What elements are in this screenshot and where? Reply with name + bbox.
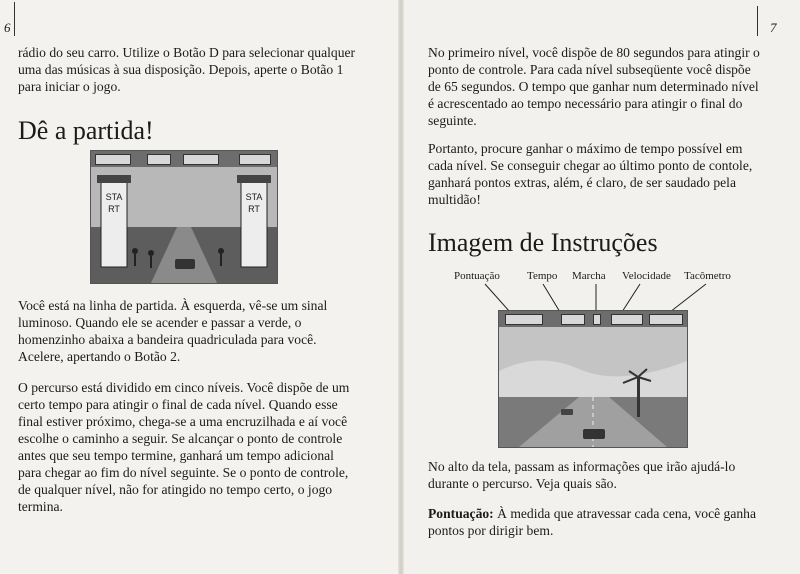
- pontuacao-paragraph: [428, 505, 764, 539]
- callout-marcha: Marcha: [572, 270, 606, 282]
- callout-pontuacao: Pontuação: [454, 270, 500, 282]
- instructions-heading: Imagem de Instruções: [428, 228, 658, 257]
- road-scene-illustration: [499, 311, 687, 447]
- start-sign-right: START: [245, 192, 263, 214]
- time-paragraph: No primeiro nível, você dispõe de 80 segundos para atingir o ponto de controle. Para cada nível subseqüente você dispõe de 65 segundos. O tempo que ganhar num determinado nível é acrescentado ao tempo necessário para atingir o final do seguinte.: [428, 45, 760, 128]
- right-margin-line: [757, 6, 758, 36]
- intro-paragraph: rádio do seu carro. Utilize o Botão D para selecionar qualquer uma das músicas à sua disposição. Depois, aperte o Botão 1 para iniciar o jogo.: [18, 45, 356, 94]
- pontuacao-term: Pontuação:: [428, 506, 494, 521]
- extra-points-paragraph: Portanto, procure ganhar o máximo de tempo possível em cada nível. Se conseguir chegar ao último ponto de contole, ganhará pontos extras, além, é claro, de ser saudado pela multidão!: [428, 141, 753, 207]
- left-margin-line: [14, 2, 15, 36]
- page-number-right: 7: [770, 20, 777, 35]
- start-scene-illustration: [91, 151, 277, 283]
- page-number-left: 6: [4, 20, 11, 35]
- pontuacao-text: À medida que atravessar cada cena, você ganha pontos por dirigir bem.: [428, 506, 757, 538]
- callout-tacometro: Tacômetro: [684, 270, 731, 282]
- start-paragraph: Você está na linha de partida. À esquerda, vê-se um sinal luminoso. Quando ele se acender e passar a verde, o homenzinho abaixa a bandeira quadriculada para você. Acelere, apertando o Botão 2.: [18, 298, 328, 364]
- page-fold: [398, 0, 404, 574]
- start-sign-left: START: [105, 192, 123, 214]
- callout-velocidade: Velocidade: [622, 270, 671, 282]
- callout-tempo: Tempo: [527, 270, 558, 282]
- levels-paragraph: O percurso está dividido em cinco níveis. Você dispõe de um certo tempo para atingir o final de cada nível. Quando esse final estiver próximo, chega-se a uma encruzilhada e aí você escolhe o caminho a seguir. Se alcançar o ponto de controle antes que seu tempo termine, ganhará um tempo adicional para chegar ao fim do nível seguinte. Se o ponto de controle, de qualquer nível, não for atingido no tempo certo, o jogo termina.: [18, 380, 350, 514]
- hud-info-paragraph: No alto da tela, passam as informações que irão ajudá-lo durante o percurso. Veja quais são.: [428, 459, 736, 491]
- instructions-screenshot: [498, 310, 688, 448]
- start-screenshot: [90, 150, 278, 284]
- start-heading: Dê a partida!: [18, 116, 154, 145]
